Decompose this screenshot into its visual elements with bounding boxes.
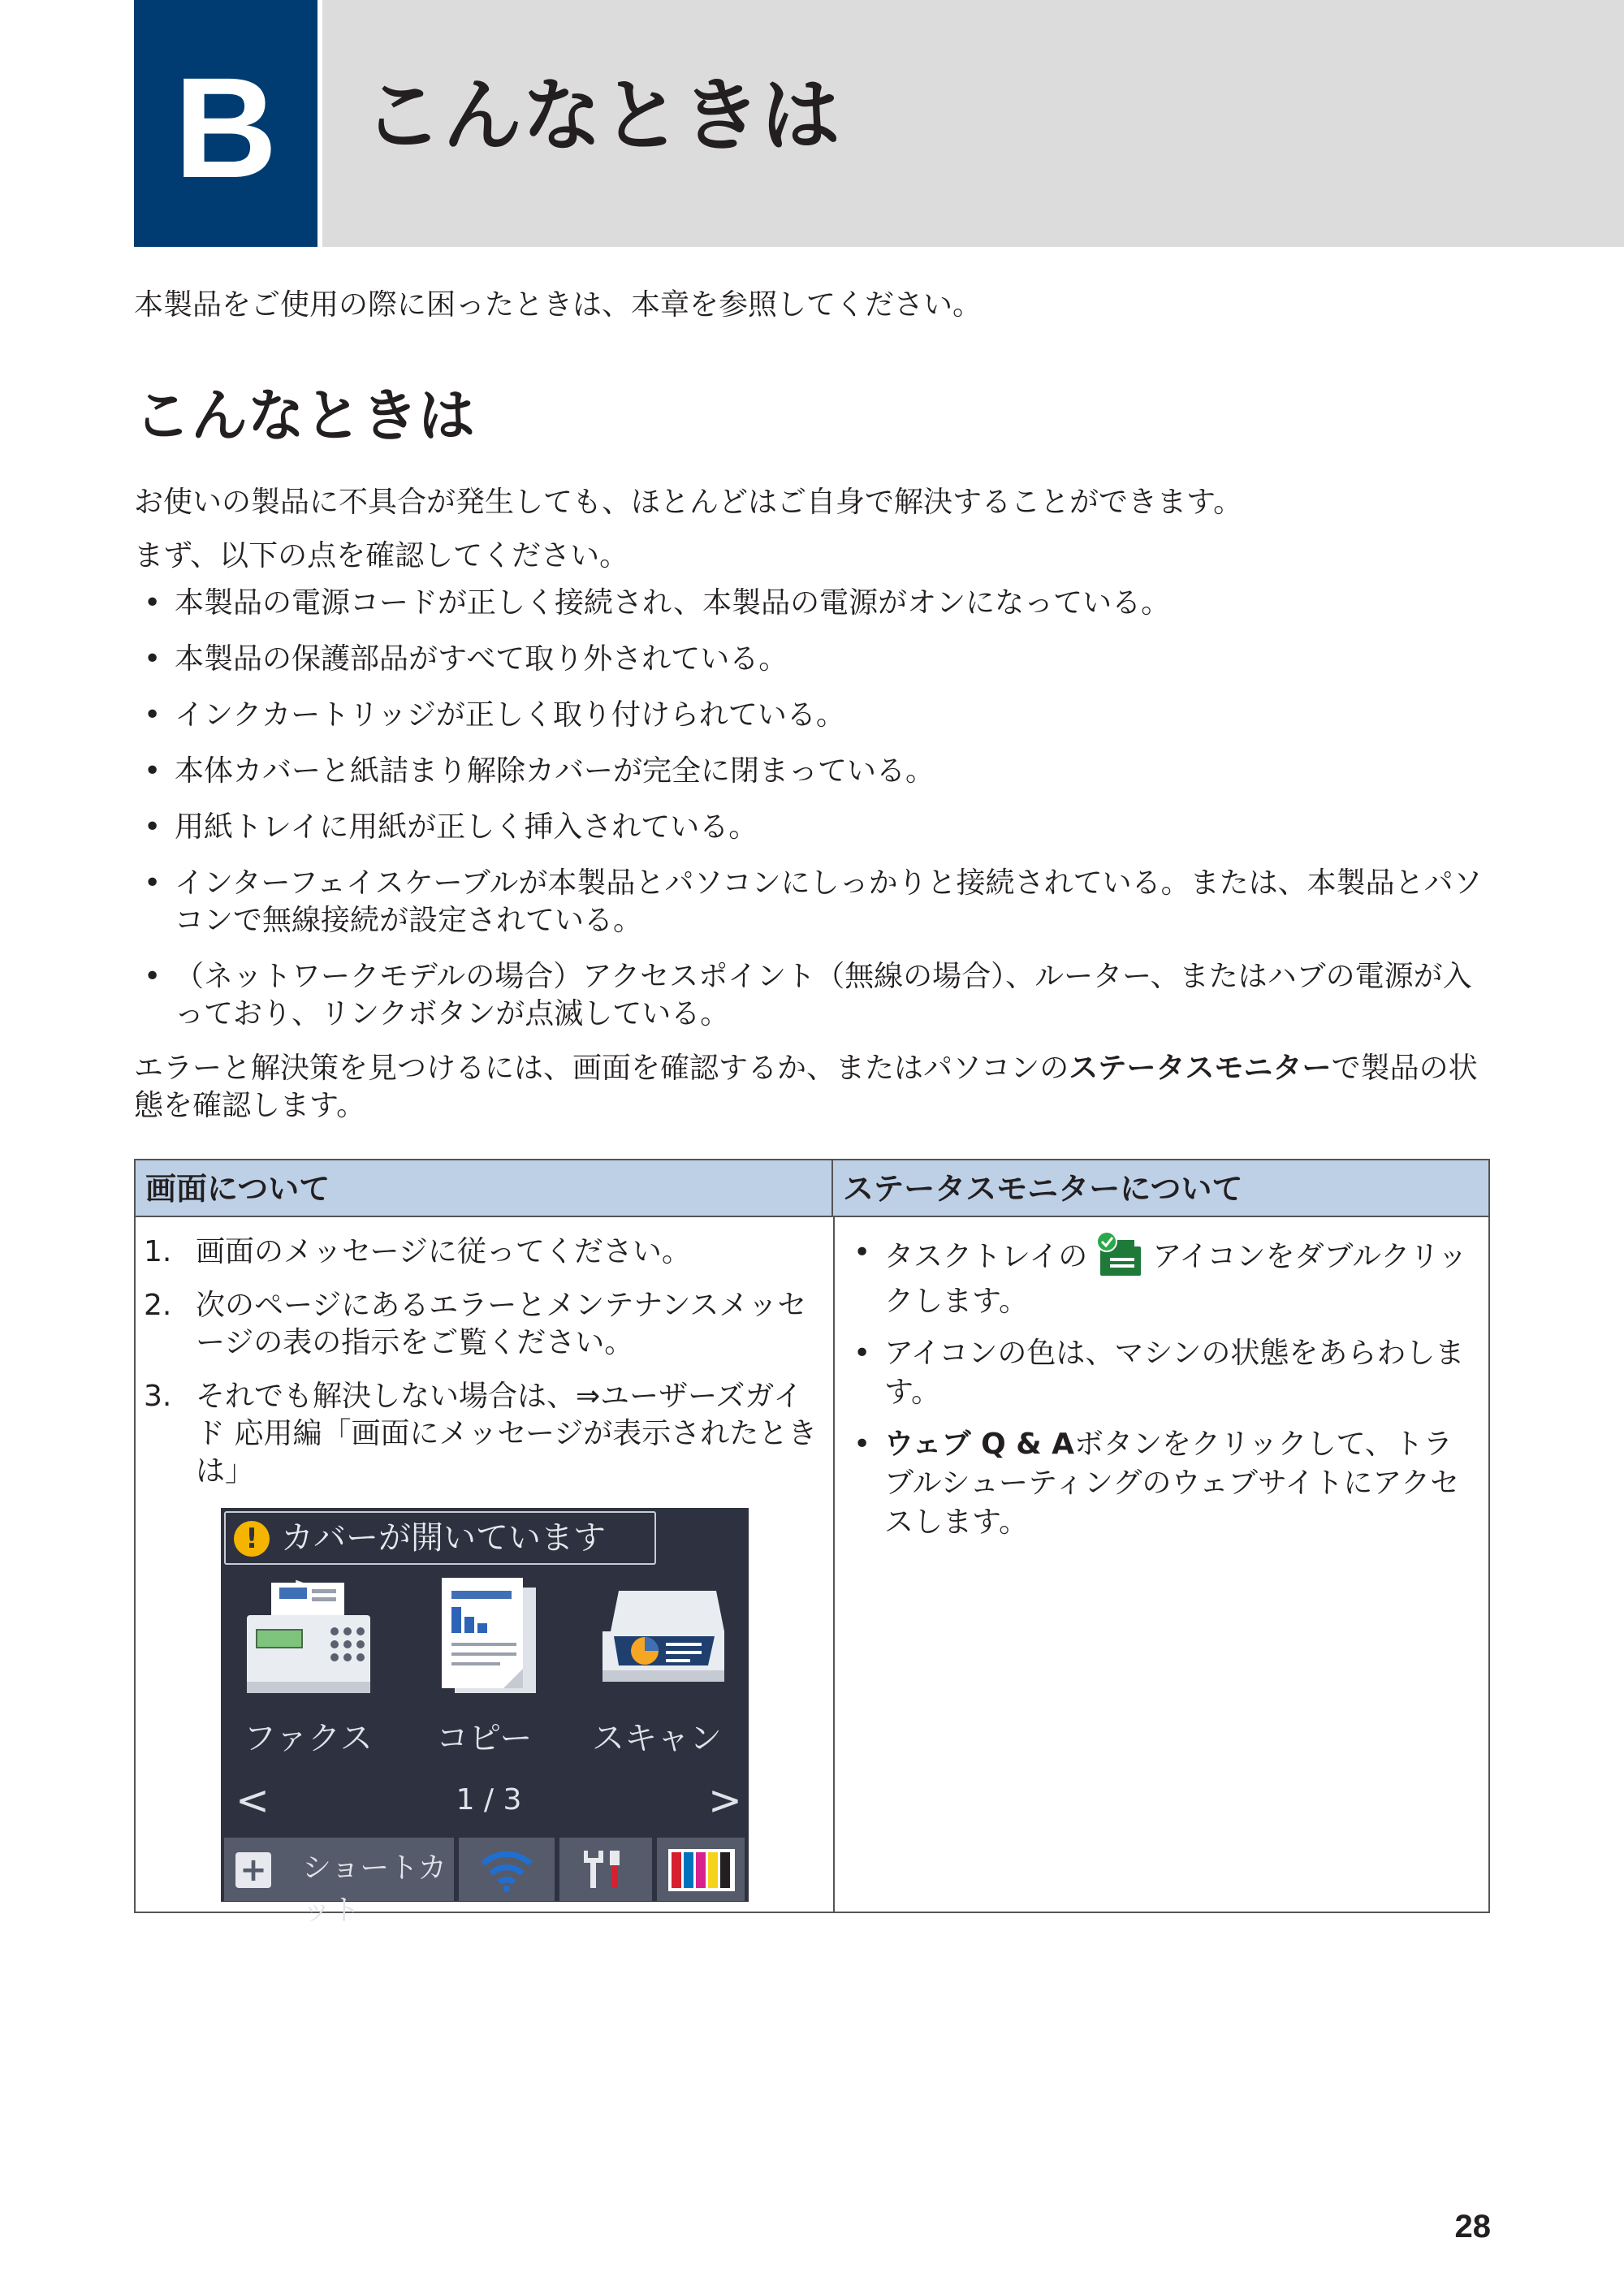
step-number: 1. — [144, 1235, 172, 1268]
note-text: アイコンをダブルクリックします。 — [884, 1240, 1467, 1318]
section-body — [134, 484, 1498, 1141]
step-item — [144, 1287, 826, 1362]
checklist-item: • インクカートリッジが正しく取り付けられている。 — [134, 697, 1498, 734]
status-monitor-notes — [850, 1233, 1475, 1555]
checklist-item: • 本製品の保護部品がすべて取り外されている。 — [134, 641, 1498, 678]
shortcut-button[interactable] — [224, 1838, 454, 1927]
scan-icon[interactable] — [594, 1583, 729, 1704]
plus-icon: + — [235, 1852, 271, 1888]
step-item — [144, 1378, 826, 1490]
checklist — [134, 585, 1498, 1033]
section-title: こんなときは — [134, 382, 475, 449]
ink-level-icon — [668, 1849, 735, 1891]
note-item — [850, 1233, 1475, 1321]
chevron-right-icon[interactable]: > — [708, 1777, 742, 1824]
chevron-left-icon[interactable]: < — [235, 1777, 270, 1824]
step-item — [144, 1233, 826, 1271]
lead-paragraph: まず、以下の点を確認してください。 — [134, 539, 629, 572]
page-indicator: 1 / 3 — [456, 1783, 522, 1817]
checklist-item: • インターフェイスケーブルが本製品とパソコンにしっかりと接続されている。または、本製品とパソコンで無線接続が設定されている。 — [134, 865, 1498, 940]
note-text: ボタンをクリックして、トラブルシューティングのウェブサイトにアクセスします。 — [884, 1428, 1460, 1539]
lead-paragraph: お使いの製品に不具合が発生しても、ほとんどはご自身で解決することができます。 — [134, 486, 1243, 519]
shortcut-label: ショートカット — [302, 1851, 447, 1927]
checklist-item: • 本体カバーと紙詰まり解除カバーが完全に閉まっている。 — [134, 753, 1498, 790]
page-number: 28 — [1454, 2209, 1491, 2244]
ink-button[interactable] — [657, 1838, 745, 1901]
ink-cartridge-bar — [708, 1852, 718, 1888]
step-text: 画面のメッセージに従ってください。 — [196, 1235, 691, 1268]
wifi-button[interactable] — [459, 1838, 555, 1901]
web-qa-button-label: ウェブ Q & A — [884, 1428, 1075, 1461]
checklist-item: • 本製品の電源コードが正しく接続され、本製品の電源がオンになっている。 — [134, 585, 1498, 622]
checklist-item: • （ネットワークモデルの場合）アクセスポイント（無線の場合）、ルーター、またはハブの電源が入っており、リンクボタンが点滅している。 — [134, 958, 1498, 1033]
table-header-screen: 画面について — [136, 1160, 833, 1217]
step-number: 3. — [144, 1380, 172, 1413]
screen-steps — [144, 1233, 826, 1506]
settings-button[interactable] — [559, 1838, 652, 1901]
intro-text: 本製品をご使用の際に困ったときは、本章を参照してください。 — [134, 288, 983, 322]
note-item: • アイコンの色は、マシンの状態をあらわします。 — [850, 1334, 1475, 1412]
lcd-item-copy[interactable]: コピー — [436, 1720, 533, 1757]
status-monitor-tray-icon[interactable] — [1095, 1230, 1144, 1279]
paragraph-text: エラーと解決策を見つけるには、画面を確認するか、またはパソコンの — [134, 1052, 1069, 1085]
fax-icon[interactable] — [239, 1578, 378, 1708]
ink-cartridge-bar — [696, 1852, 706, 1888]
paragraph-text: で製品の状態を確認します。 — [134, 1052, 1478, 1122]
checklist-item: • 用紙トレイに用紙が正しく挿入されている。 — [134, 809, 1498, 846]
chapter-title: こんなときは — [363, 70, 841, 162]
note-item — [850, 1425, 1475, 1542]
status-monitor-term: ステータスモニター — [1069, 1052, 1332, 1085]
info-table — [134, 1159, 1490, 1927]
chapter-letter: B — [174, 49, 278, 208]
step-number: 2. — [144, 1289, 172, 1322]
warning-icon: ! — [234, 1521, 270, 1557]
column-divider — [833, 1217, 835, 1913]
ink-cartridge-bar — [720, 1852, 730, 1888]
status-monitor-paragraph — [134, 1050, 1498, 1125]
lcd-screen — [221, 1508, 749, 1927]
step-text: それでも解決しない場合は、⇒ユーザーズガイド 応用編「画面にメッセージが表示されたときは」 — [196, 1380, 818, 1488]
step-text: 次のページにあるエラーとメンテナンスメッセージの表の指示をご覧ください。 — [196, 1289, 807, 1359]
lcd-item-fax[interactable]: ファクス — [244, 1720, 373, 1757]
ink-cartridge-bar — [684, 1852, 693, 1888]
lcd-item-scan[interactable]: スキャン — [592, 1720, 722, 1757]
tools-icon — [584, 1849, 628, 1890]
status-message: カバーが開いています — [281, 1519, 606, 1557]
lcd-status-bar[interactable] — [224, 1511, 656, 1565]
ink-cartridge-bar — [672, 1852, 681, 1888]
table-header-status-monitor: ステータスモニターについて — [833, 1160, 1488, 1217]
copy-icon[interactable] — [424, 1575, 546, 1708]
note-text: タスクトレイの — [884, 1240, 1088, 1273]
wifi-icon — [480, 1847, 533, 1893]
